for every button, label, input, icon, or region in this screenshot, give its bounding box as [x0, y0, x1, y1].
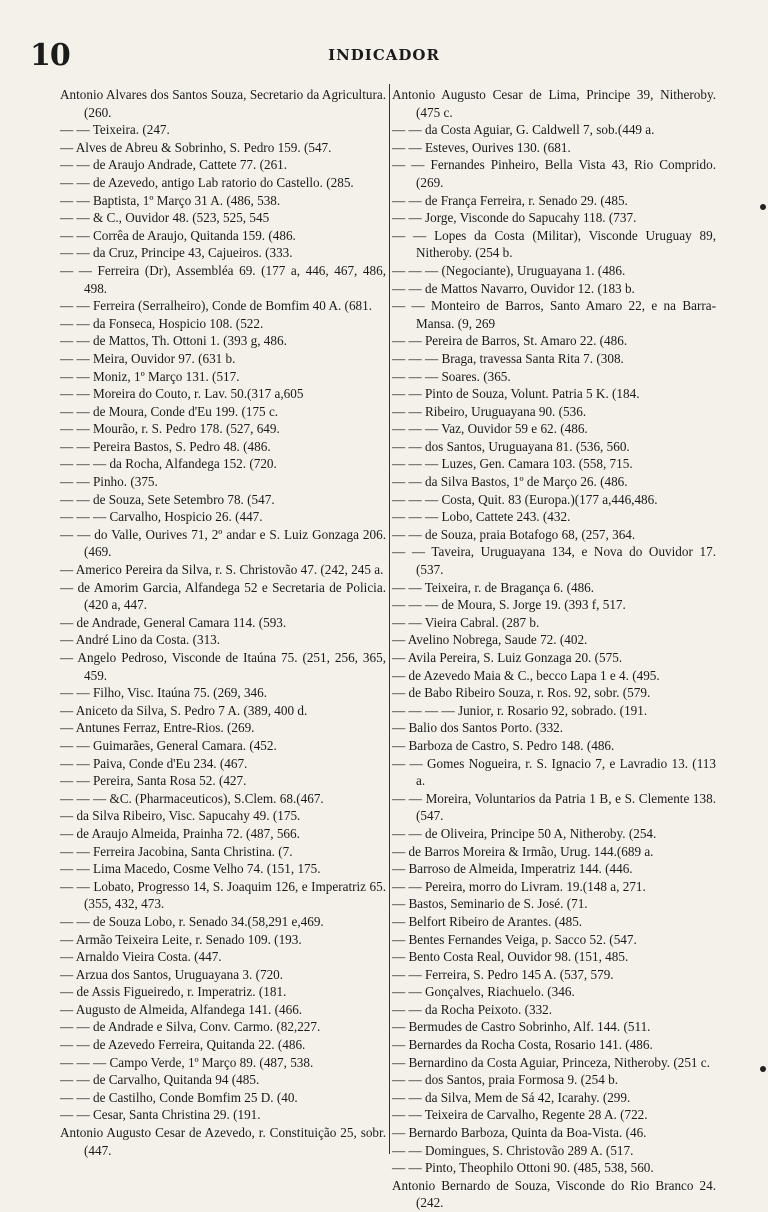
index-entry: — Barboza de Castro, S. Pedro 148. (486. [392, 737, 615, 753]
index-entry: — — — Vaz, Ouvidor 59 e 62. (486. [392, 421, 588, 437]
index-entry: — — — Costa, Quit. 83 (Europa.)(177 a,446,486. [392, 491, 658, 507]
index-entry: — de Amorim Garcia, Alfandega 52 e Secretaria de Policia. (420 a, 447. [60, 579, 386, 613]
index-entry: — — Teixeira de Carvalho, Regente 28 A. (722. [392, 1107, 648, 1123]
index-entry: — Augusto de Almeida, Alfandega 141. (466. [60, 1001, 303, 1017]
index-entry: — Bernardes da Rocha Costa, Rosario 141. (486. [392, 1037, 653, 1053]
index-entry: — — da Silva, Mem de Sá 42, Icarahy. (299. [392, 1089, 631, 1105]
index-entry: — — — — Junior, r. Rosario 92, sobrado. (191. [392, 702, 648, 718]
index-entry: — — — &C. (Pharmaceuticos), S.Clem. 68.(467. [60, 790, 324, 806]
index-entry: — — Corrêa de Araujo, Quitanda 159. (486. [60, 227, 296, 243]
index-entry: — — Baptista, 1º Março 31 A. (486, 538. [60, 192, 281, 208]
index-entry: — — da Cruz, Principe 43, Cajueiros. (333. [60, 245, 293, 261]
index-entry: — Aniceto da Silva, S. Pedro 7 A. (389, 400 d. [60, 702, 308, 718]
index-entry: — — dos Santos, Uruguayana 81. (536, 560. [392, 438, 630, 454]
index-entry: — — Pinto de Souza, Volunt. Patria 5 K. (184. [392, 386, 640, 402]
index-entry: — — Vieira Cabral. (287 b. [392, 614, 540, 630]
index-entry: — — da Costa Aguiar, G. Caldwell 7, sob.(449 a. [392, 122, 655, 138]
index-entry: — — Pereira, Santa Rosa 52. (427. [60, 773, 247, 789]
index-entry: Antonio Alvares dos Santos Souza, Secretario da Agricultura. (260. [60, 87, 386, 120]
index-entry: — Armão Teixeira Leite, r. Senado 109. (193. [60, 931, 302, 947]
index-entry: — — de Carvalho, Quitanda 94 (485. [60, 1072, 260, 1088]
index-entry: — — do Valle, Ourives 71, 2º andar e S. Luiz Gonzaga 206. (469. [60, 526, 386, 560]
index-entry: — de Araujo Almeida, Prainha 72. (487, 566. [60, 825, 300, 841]
index-entry: — — Pinho. (375. [60, 474, 158, 490]
index-entry: — — Teixeira. (247. [60, 122, 170, 138]
index-entry: — Arzua dos Santos, Uruguayana 3. (720. [60, 966, 284, 982]
index-entry: — — — de Moura, S. Jorge 19. (393 f, 517. [392, 597, 626, 613]
index-entry: — da Silva Ribeiro, Visc. Sapucahy 49. (175. [60, 808, 301, 824]
index-entry: — de Azevedo Maia & C., becco Lapa 1 e 4. (495. [392, 667, 660, 683]
index-entry: — de Assis Figueiredo, r. Imperatriz. (181. [60, 984, 287, 1000]
index-entry: — — de Souza Lobo, r. Senado 34.(58,291 e,469. [60, 913, 324, 929]
index-entry: — — Lima Macedo, Cosme Velho 74. (151, 175. [60, 861, 321, 877]
index-entry: — de Andrade, General Camara 114. (593. [60, 614, 287, 630]
index-entry: — — de Souza, praia Botafogo 68, (257, 364. [392, 526, 636, 542]
margin-mark [760, 204, 766, 210]
index-entry: — — Teixeira, r. de Bragança 6. (486. [392, 579, 595, 595]
index-entry: — de Barros Moreira & Irmão, Urug. 144.(689 a. [392, 843, 654, 859]
index-entry: — — de Castilho, Conde Bomfim 25 D. (40. [60, 1089, 298, 1105]
index-entry: — — Lopes da Costa (Militar), Visconde Uruguay 89, Nitheroby. (254 b. [392, 227, 716, 261]
index-entry: — — Fernandes Pinheiro, Bella Vista 43, Rio Comprido. (269. [392, 157, 716, 190]
index-entry: — — & C., Ouvidor 48. (523, 525, 545 [60, 210, 270, 226]
index-entry: — — dos Santos, praia Formosa 9. (254 b. [392, 1072, 619, 1088]
index-entry: — — Gonçalves, Riachuelo. (346. [392, 984, 575, 1000]
index-entry: — — Ferreira (Serralheiro), Conde de Bomfim 40 A. (681. [60, 298, 373, 314]
index-entry: — — Domingues, S. Christovão 289 A. (517. [392, 1142, 634, 1158]
index-entry: — Bermudes de Castro Sobrinho, Alf. 144. (511. [392, 1019, 651, 1035]
index-entry: — Belfort Ribeiro de Arantes. (485. [392, 913, 583, 929]
index-entry: — — Filho, Visc. Itaúna 75. (269, 346. [60, 685, 268, 701]
index-entry: — — de França Ferreira, r. Senado 29. (485. [392, 192, 628, 208]
index-entry: — — — (Negociante), Uruguayana 1. (486. [392, 262, 626, 278]
index-entry: — Avelino Nobrega, Saude 72. (402. [392, 632, 588, 648]
index-entry: — — de Azevedo, antigo Lab ratorio do Castello. (285. [60, 174, 354, 190]
index-entry: — Arnaldo Vieira Costa. (447. [60, 949, 222, 965]
index-entry: — Barroso de Almeida, Imperatriz 144. (446. [392, 861, 633, 877]
index-entry: — — de Mattos, Th. Ottoni 1. (393 g, 486. [60, 333, 287, 349]
index-entry: — — — Luzes, Gen. Camara 103. (558, 715. [392, 456, 633, 472]
index-entry: — Avila Pereira, S. Luiz Gonzaga 20. (575. [392, 650, 623, 665]
index-entry: — — de Oliveira, Principe 50 A, Nitheroby. (254. [392, 825, 657, 841]
index-entry: — — Paiva, Conde d'Eu 234. (467. [60, 755, 248, 771]
index-entry: — — Mourão, r. S. Pedro 178. (527, 649. [60, 421, 280, 437]
index-entry: — — Taveira, Uruguayana 134, e Nova do Ouvidor 17. (537. [392, 544, 716, 578]
index-entry: — Alves de Abreu & Sobrinho, S. Pedro 159. (547. [60, 139, 332, 155]
index-entry: — — Pereira Bastos, S. Pedro 48. (486. [60, 438, 271, 454]
index-entry: — — — da Rocha, Alfandega 152. (720. [60, 456, 277, 472]
margin-mark [760, 1066, 766, 1072]
running-head: INDICADOR [328, 46, 440, 64]
left-column [60, 86, 386, 1159]
index-entry: — Bernardino da Costa Aguiar, Princeza, Nitheroby. (251 c. [392, 1054, 710, 1070]
index-entry: — Americo Pereira da Silva, r. S. Christovão 47. (242, 245 a. [60, 562, 384, 578]
index-entry: — — de Souza, Sete Setembro 78. (547. [60, 491, 275, 507]
index-entry: — — — Braga, travessa Santa Rita 7. (308. [392, 350, 624, 366]
index-entry: — — da Silva Bastos, 1º de Março 26. (486. [392, 474, 628, 490]
index-entry: — — Cesar, Santa Christina 29. (191. [60, 1107, 261, 1123]
index-entry: — — Pereira, morro do Livram. 19.(148 a, 271. [392, 878, 646, 894]
page-number: 10 [30, 38, 70, 73]
index-entry: — Antunes Ferraz, Entre-Rios. (269. [60, 720, 255, 736]
index-entry: — — Jorge, Visconde do Sapucahy 118. (737. [392, 210, 637, 226]
index-entry: — — Esteves, Ourives 130. (681. [392, 139, 571, 155]
index-entry: — Bastos, Seminario de S. José. (71. [392, 896, 588, 912]
index-entry: — — — Lobo, Cattete 243. (432. [392, 509, 571, 525]
index-entry: — — Moreira do Couto, r. Lav. 50.(317 a,605 [60, 386, 304, 402]
index-entry: Antonio Augusto Cesar de Azevedo, r. Constituição 25, sobr. (447. [60, 1125, 386, 1158]
index-entry: — — Ferreira Jacobina, Santa Christina. (7. [60, 843, 293, 859]
index-entry: Antonio Bernardo de Souza, Visconde do Rio Branco 24. (242. [392, 1177, 716, 1211]
index-entry: — — — Carvalho, Hospicio 26. (447. [60, 509, 263, 525]
index-entry: — — Ferreira (Dr), Assembléa 69. (177 a, 446, 467, 486, 498. [60, 262, 386, 296]
index-entry: — — Meira, Ouvidor 97. (631 b. [60, 350, 236, 366]
index-entry: — — Ferreira, S. Pedro 145 A. (537, 579. [392, 966, 614, 982]
index-entry: — Bernardo Barboza, Quinta da Boa-Vista. (46. [392, 1125, 647, 1141]
index-entry: — — Gomes Nogueira, r. S. Ignacio 7, e Lavradio 13. (113 a. [392, 755, 716, 789]
index-entry: — de Babo Ribeiro Souza, r. Ros. 92, sobr. (579. [392, 685, 651, 701]
index-entry: Antonio Augusto Cesar de Lima, Principe 39, Nitheroby. (475 c. [392, 87, 716, 120]
index-entry: — — da Rocha Peixoto. (332. [392, 1001, 553, 1017]
index-entry: — — — Campo Verde, 1º Março 89. (487, 538. [60, 1054, 314, 1070]
index-entry: — — de Azevedo Ferreira, Quitanda 22. (486. [60, 1037, 306, 1053]
index-entry: — Angelo Pedroso, Visconde de Itaúna 75. (251, 256, 365, 459. [60, 650, 386, 683]
index-entry: — — Lobato, Progresso 14, S. Joaquim 126, e Imperatriz 65. (355, 432, 473. [60, 878, 386, 912]
index-entry: — — Moreira, Voluntarios da Patria 1 B, e S. Clemente 138. (547. [392, 790, 716, 824]
index-entry: — André Lino da Costa. (313. [60, 632, 221, 648]
index-entry: — — Pereira de Barros, St. Amaro 22. (486. [392, 333, 628, 349]
column-divider [389, 84, 390, 1154]
index-entry: — — Pinto, Theophilo Ottoni 90. (485, 538, 560. [392, 1160, 654, 1176]
index-entry: — Bento Costa Real, Ouvidor 98. (151, 485. [392, 949, 629, 965]
index-entry: — — Ribeiro, Uruguayana 90. (536. [392, 403, 587, 419]
index-entry: — — de Moura, Conde d'Eu 199. (175 c. [60, 403, 279, 419]
index-entry: — — Moniz, 1º Março 131. (517. [60, 368, 240, 384]
index-entry: — — de Mattos Navarro, Ouvidor 12. (183 b. [392, 280, 635, 296]
index-entry: — — — Soares. (365. [392, 368, 511, 384]
index-entry: — Bentes Fernandes Veiga, p. Sacco 52. (547. [392, 931, 637, 947]
index-entry: — — Monteiro de Barros, Santo Amaro 22, e na Barra-Mansa. (9, 269 [392, 298, 716, 331]
index-entry: — — da Fonseca, Hospicio 108. (522. [60, 315, 264, 331]
index-entry: — — de Araujo Andrade, Cattete 77. (261. [60, 157, 288, 173]
right-column [392, 86, 716, 1212]
index-entry: — — de Andrade e Silva, Conv. Carmo. (82,227. [60, 1019, 321, 1035]
index-entry: — — Guimarães, General Camara. (452. [60, 737, 277, 753]
index-entry: — Balio dos Santos Porto. (332. [392, 720, 564, 736]
